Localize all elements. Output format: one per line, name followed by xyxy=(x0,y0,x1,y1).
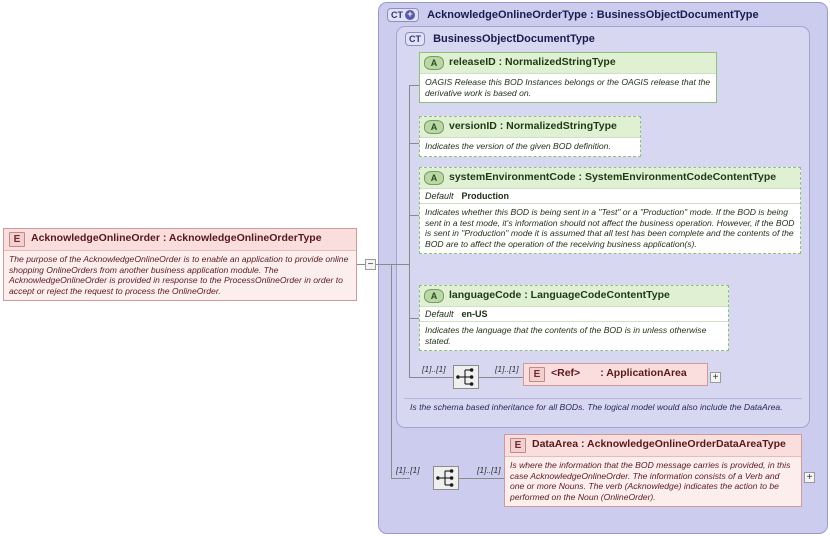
complextype-inner-icon-label: CT xyxy=(409,34,421,44)
default-value: Production xyxy=(461,191,510,201)
complextype-outer-title xyxy=(387,8,759,22)
sequence-glyph xyxy=(454,366,478,388)
attribute-documentation-systemenvironmentcode: Indicates whether this BOD is being sent in a "Test" or a "Production" mode. If the BOD is being sent in a test mode, it's information should not affect the business operation. However, if the BOD is sent in "Production" mode it is assumed that all test has been complete and the contents of the BOD are to affect the operation of the receiving business application(s). xyxy=(420,203,800,253)
element-ref-label-applicationarea: <Ref> xyxy=(551,367,581,379)
root-element-header xyxy=(4,229,356,250)
connector-branch-releaseid xyxy=(409,85,419,86)
sequence-glyph xyxy=(434,467,458,489)
connector-seq-to-apparea xyxy=(479,377,523,378)
default-label: Default xyxy=(425,191,454,201)
sequence-icon-applicationarea[interactable] xyxy=(453,365,479,389)
attribute-header-languagecode xyxy=(420,286,728,306)
connector-inner-trunk xyxy=(409,85,410,377)
connector-branch-systemenvironmentcode xyxy=(409,215,419,216)
attribute-documentation-languagecode: Indicates the language that the contents of the BOD is in unless otherwise stated. xyxy=(420,321,728,350)
complextype-outer-title-text: AcknowledgeOnlineOrderType : BusinessObjectDocumentType xyxy=(427,8,759,21)
attribute-documentation-releaseid: OAGIS Release this BOD Instances belongs or the OAGIS release that the derivative work is based on. xyxy=(420,73,716,102)
element-box-applicationarea[interactable] xyxy=(523,363,708,386)
attribute-header-versionid xyxy=(420,117,640,137)
connector-stub xyxy=(357,264,365,265)
default-value: en-US xyxy=(461,309,488,319)
element-icon: E xyxy=(510,438,526,453)
connector-branch-versionid xyxy=(409,143,419,144)
attribute-icon: A xyxy=(424,171,444,185)
attribute-default-languagecode xyxy=(420,306,728,321)
element-name-dataarea: DataArea : AcknowledgeOnlineOrderDataAreaType xyxy=(532,438,786,450)
attribute-box-languagecode[interactable] xyxy=(419,285,729,351)
expand-toggle-applicationarea[interactable]: + xyxy=(710,372,721,383)
cardinality-dataarea-left: [1]..[1] xyxy=(396,465,420,475)
complextype-inner-title-text: BusinessObjectDocumentType xyxy=(433,32,595,45)
attribute-header-systemenvironmentcode xyxy=(420,168,800,188)
attribute-documentation-versionid: Indicates the version of the given BOD definition. xyxy=(420,137,640,156)
element-name-applicationarea: : ApplicationArea xyxy=(600,367,687,379)
connector-main xyxy=(376,264,409,265)
attribute-name-versionid: versionID : NormalizedStringType xyxy=(449,120,617,132)
element-header-applicationarea xyxy=(524,364,707,385)
plus-icon[interactable]: + xyxy=(405,10,415,20)
cardinality-apparea-right: [1]..[1] xyxy=(495,364,519,374)
element-icon: E xyxy=(9,232,25,247)
attribute-name-languagecode: languageCode : LanguageCodeContentType xyxy=(449,289,670,301)
sequence-icon-dataarea[interactable] xyxy=(433,466,459,490)
cardinality-dataarea-right: [1]..[1] xyxy=(477,465,501,475)
default-label: Default xyxy=(425,309,454,319)
complextype-inner-title xyxy=(405,32,595,46)
attribute-box-releaseid[interactable] xyxy=(419,52,717,103)
complextype-inner-icon xyxy=(405,32,425,46)
attribute-box-systemenvironmentcode[interactable] xyxy=(419,167,801,254)
attribute-default-systemenvironmentcode xyxy=(420,188,800,203)
complextype-icon-label: CT xyxy=(391,10,403,20)
element-icon: E xyxy=(529,367,545,382)
root-element-name: AcknowledgeOnlineOrder : AcknowledgeOnlineOrderType xyxy=(31,232,322,244)
connector-branch-apparea-seq xyxy=(409,377,453,378)
attribute-box-versionid[interactable] xyxy=(419,116,641,157)
root-element-box[interactable] xyxy=(3,228,357,301)
connector-branch-languagecode xyxy=(409,318,419,319)
complextype-icon xyxy=(387,8,419,22)
attribute-name-systemenvironmentcode: systemEnvironmentCode : SystemEnvironmentCodeContentType xyxy=(449,171,777,183)
connector-outer-trunk xyxy=(391,264,392,478)
attribute-icon: A xyxy=(424,289,444,303)
attribute-header-releaseid xyxy=(420,53,716,73)
attribute-icon: A xyxy=(424,56,444,70)
cardinality-apparea-left: [1]..[1] xyxy=(422,364,446,374)
element-box-dataarea[interactable] xyxy=(504,434,802,507)
element-header-dataarea xyxy=(505,435,801,456)
root-element-documentation: The purpose of the AcknowledgeOnlineOrder is to enable an application to provide online shopping OnlineOrders from another business application module. The AcknowledgeOnlineOrder is provided in response to the ProcessOnlineOrder in order to accept or reject the request to process the OnlineOrder. xyxy=(4,250,356,300)
root-collapse-toggle[interactable]: − xyxy=(365,259,376,270)
connector-to-dataarea-seq xyxy=(391,478,410,479)
attribute-icon: A xyxy=(424,120,444,134)
element-documentation-dataarea: Is where the information that the BOD message carries is provided, in this case AcknowledgeOnlineOrder. The information consists of a Verb and one or more Nouns. The verb (Acknowledge) indicates the action to be performed on the Noun (OnlineOrder). xyxy=(505,456,801,506)
connector-seq-to-dataarea xyxy=(459,478,504,479)
attribute-name-releaseid: releaseID : NormalizedStringType xyxy=(449,56,616,68)
complextype-inner-documentation: Is the schema based inheritance for all BODs. The logical model would also include the DataArea. xyxy=(404,398,802,413)
expand-toggle-dataarea[interactable]: + xyxy=(804,472,815,483)
